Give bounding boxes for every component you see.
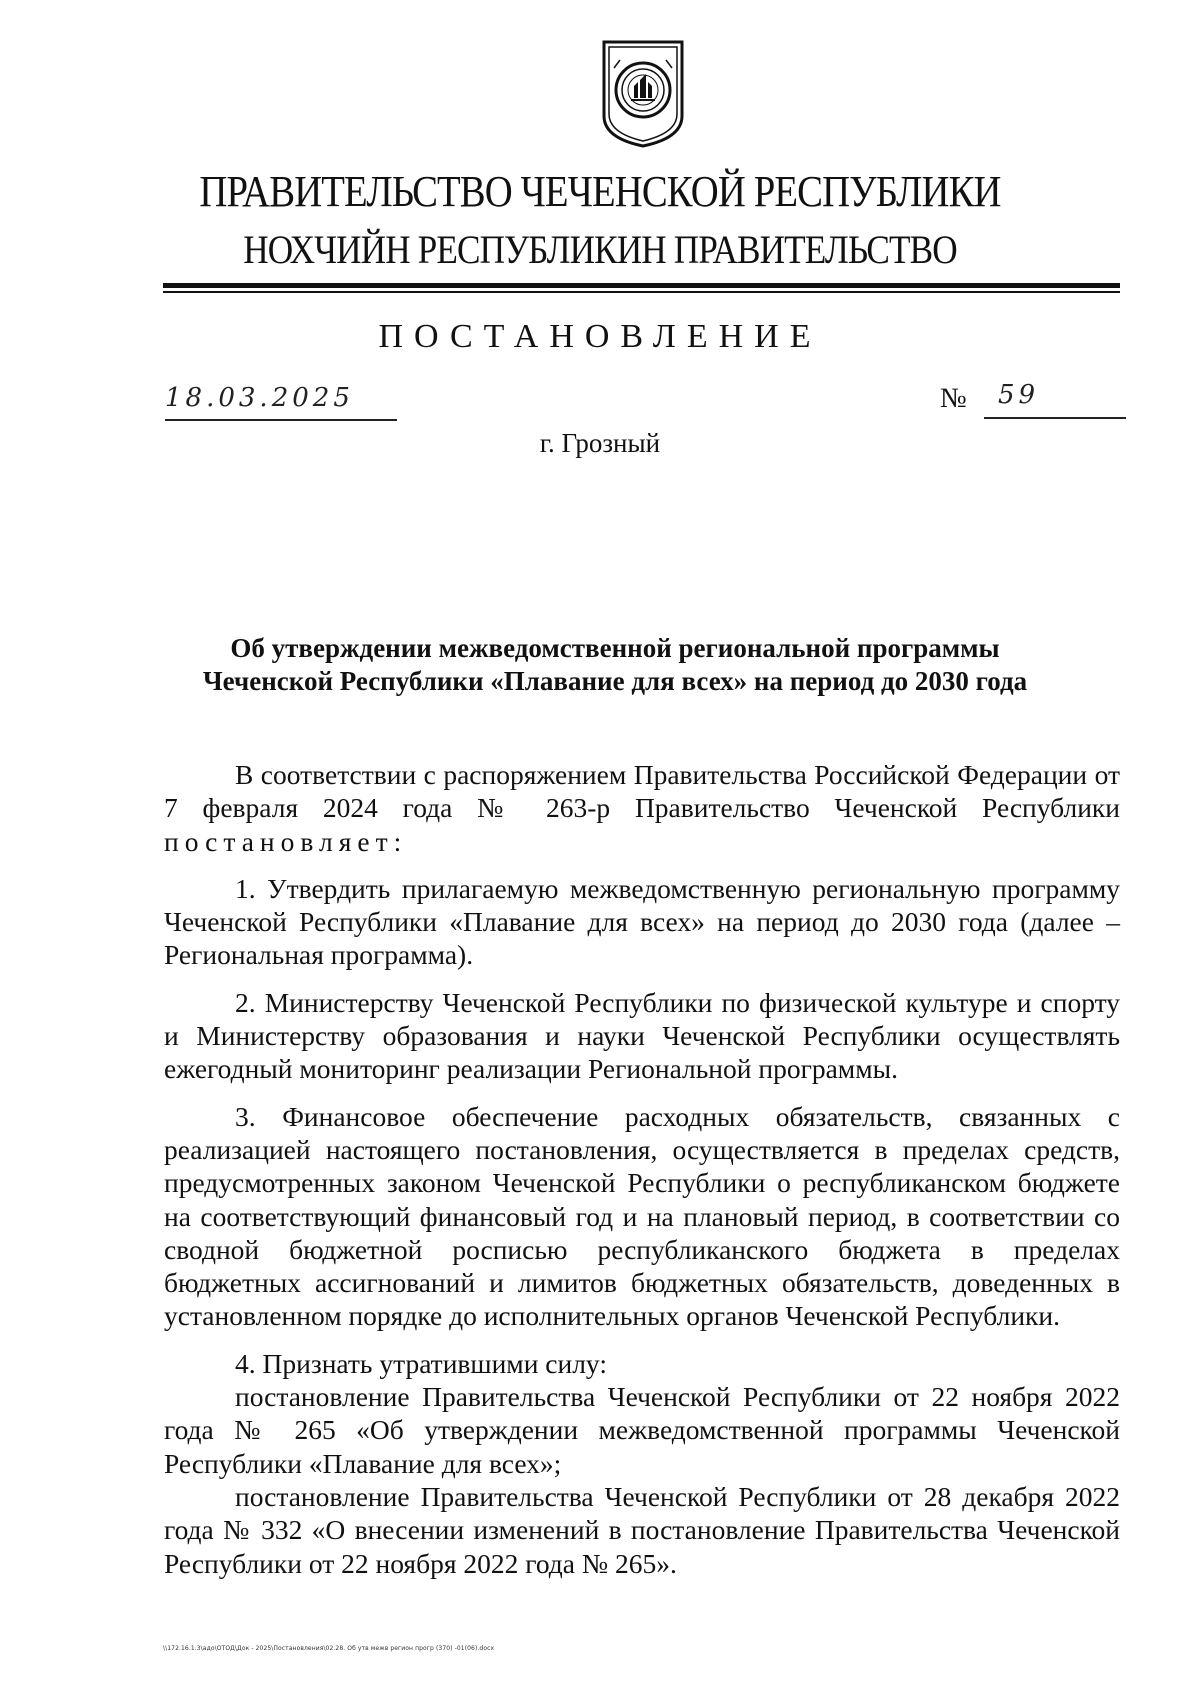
coat-of-arms-icon: [600, 38, 686, 148]
header-divider-thick: [163, 283, 1120, 288]
item-1: 1. Утвердить прилагаемую межведомственную региональную программу Чеченской Республики «Плавание для всех» на период до 2030 года (далее – Региональная программа).: [164, 872, 1120, 971]
subject-line-2: Чеченской Республики «Плавание для всех» на период до 2030 года: [202, 666, 1028, 696]
decree-number-label: №: [940, 383, 967, 414]
item-4: 4. Признать утратившими силу:: [235, 1347, 607, 1379]
date-underline: [165, 419, 397, 421]
resolves-word: постановляет:: [164, 825, 408, 857]
decree-type-title: ПОСТАНОВЛЕНИЕ: [378, 318, 822, 355]
preamble-paragraph: [164, 758, 1120, 858]
item-3: 3. Финансовое обеспечение расходных обязательств, связанных с реализацией настоящего постановления, осуществляется в пределах средств, предусмотренных законом Чеченской Республики о республиканском бюджете на соответствующий финансовый год и на плановый период, в соответствии со сводной бюджетной росписью республиканского бюджета в пределах бюджетных ассигнований и лимитов бюджетных обязательств, доведенных в установленном порядке до исполнительных органов Чеченской Республики.: [164, 1100, 1120, 1332]
decree-body: [164, 758, 1120, 1580]
subject-line-1: Об утверждении межведомственной региональной программы: [230, 633, 1000, 663]
decree-city: г. Грозный: [539, 428, 661, 458]
decree-date: 18.03.2025: [165, 383, 354, 413]
decree-subject: [150, 632, 1080, 698]
header-divider-thin: [163, 291, 1120, 293]
decree-number: 59: [998, 380, 1040, 410]
number-underline: [984, 417, 1126, 419]
preamble-text: В соответствии с распоряжением Правительства Российской Федерации от 7 февраля 2024 года № 263-р Правительство Чеченской Республики: [164, 759, 1120, 824]
item-2: 2. Министерству Чеченской Республики по физической культуре и спорту и Министерству образования и науки Чеченской Республики осуществлять ежегодный мониторинг реализации Региональной программы.: [164, 986, 1120, 1085]
item-4-repealed-a: постановление Правительства Чеченской Республики от 22 ноября 2022 года № 265 «Об утверждении межведомственной программы Чеченской Республики «Плавание для всех»;: [164, 1381, 1120, 1479]
government-name-russian: ПРАВИТЕЛЬСТВО ЧЕЧЕНСКОЙ РЕСПУБЛИКИ: [199, 167, 1001, 216]
item-4-repealed-b: постановление Правительства Чеченской Республики от 28 декабря 2022 года № 332 «О внесении изменений в постановление Правительства Чеченской Республики от 22 ноября 2022 года № 265».: [164, 1480, 1120, 1579]
file-path-footer: \\172.16.1.3\адо\ОТОД\Док - 2025\Постановления\02.28. Об утв межв регион прогр (370) -01(06).docx: [163, 1645, 495, 1652]
government-name-chechen: НОХЧИЙН РЕСПУБЛИКИН ПРАВИТЕЛЬСТВО: [243, 227, 957, 272]
